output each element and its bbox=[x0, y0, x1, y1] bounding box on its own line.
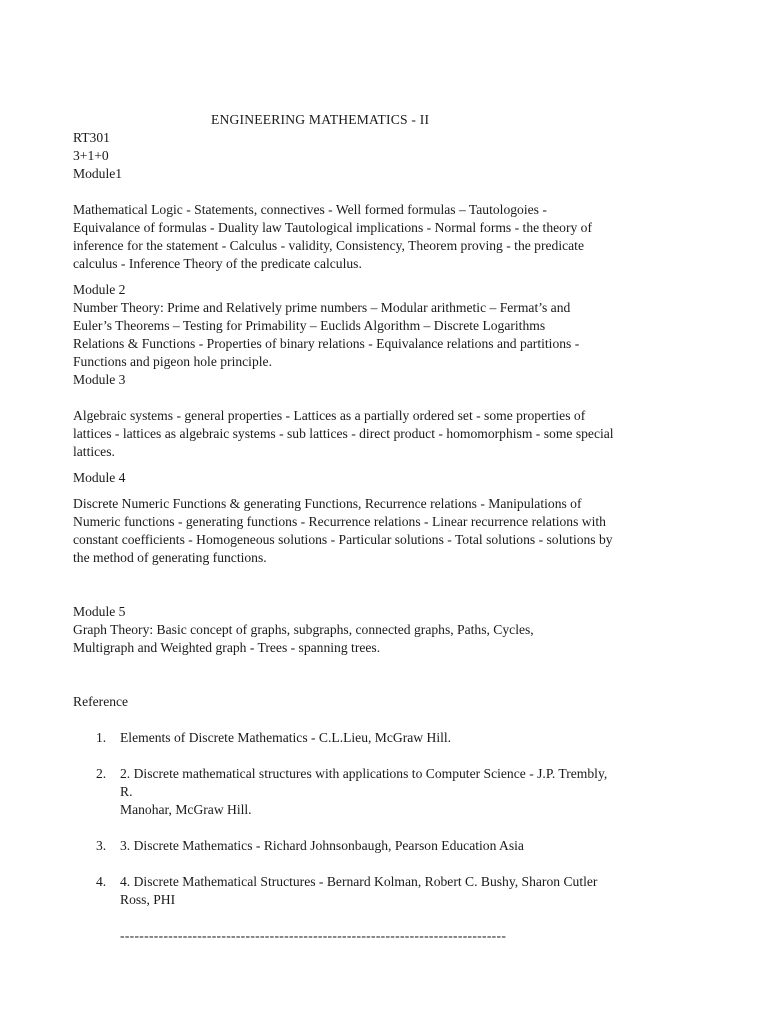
module3-body bbox=[73, 407, 703, 461]
reference-number: 1. bbox=[96, 730, 107, 745]
module4-body bbox=[73, 495, 703, 567]
reference-item bbox=[73, 765, 703, 819]
module1-line: calculus - Inference Theory of the predicate calculus. bbox=[73, 256, 362, 271]
reference-text: 4. Discrete Mathematical Structures - Bernard Kolman, Robert C. Bushy, Sharon Cutler bbox=[120, 874, 598, 889]
module2-line: Relations & Functions - Properties of binary relations - Equivalance relations and partitions - bbox=[73, 336, 580, 351]
module2-line: Number Theory: Prime and Relatively prime numbers – Modular arithmetic – Fermat’s and bbox=[73, 300, 571, 315]
reference-item bbox=[73, 837, 703, 855]
reference-text: 2. Discrete mathematical structures with applications to Computer Science - J.P. Trembly, bbox=[120, 766, 608, 781]
module1-heading: Module1 bbox=[73, 166, 123, 181]
module1-line: Equivalance of formulas - Duality law Tautological implications - Normal forms - the theory of bbox=[73, 220, 592, 235]
reference-item bbox=[73, 729, 703, 747]
module1-line: inference for the statement - Calculus - validity, Consistency, Theorem proving - the predicate bbox=[73, 238, 584, 253]
reference-text: Elements of Discrete Mathematics - C.L.Lieu, McGraw Hill. bbox=[120, 730, 452, 745]
document-title: ENGINEERING MATHEMATICS - II bbox=[211, 112, 430, 127]
course-code: RT301 bbox=[73, 130, 110, 145]
module2-line: Euler’s Theorems – Testing for Primability – Euclids Algorithm – Discrete Logarithms bbox=[73, 318, 546, 333]
module5-line: Multigraph and Weighted graph - Trees - spanning trees. bbox=[73, 640, 381, 655]
module5-heading: Module 5 bbox=[73, 604, 126, 619]
module1-body bbox=[73, 201, 703, 273]
module5-body bbox=[73, 621, 703, 657]
module2-line: Functions and pigeon hole principle. bbox=[73, 354, 272, 369]
reference-text: Manohar, McGraw Hill. bbox=[120, 802, 252, 817]
reference-text: 3. Discrete Mathematics - Richard Johnsonbaugh, Pearson Education Asia bbox=[120, 838, 524, 853]
reference-number: 3. bbox=[96, 838, 107, 853]
reference-number: 4. bbox=[96, 874, 107, 889]
module3-heading: Module 3 bbox=[73, 372, 126, 387]
module3-line: lattices - lattices as algebraic systems - sub lattices - direct product - homomorphism - some special bbox=[73, 426, 614, 441]
module4-line: Numeric functions - generating functions - Recurrence relations - Linear recurrence relations with bbox=[73, 514, 606, 529]
module4-heading: Module 4 bbox=[73, 470, 126, 485]
module3-line: Algebraic systems - general properties - Lattices as a partially ordered set - some properties of bbox=[73, 408, 586, 423]
module1-line: Mathematical Logic - Statements, connectives - Well formed formulas – Tautologoies - bbox=[73, 202, 547, 217]
module4-line: the method of generating functions. bbox=[73, 550, 267, 565]
reference-text: Ross, PHI bbox=[120, 892, 176, 907]
reference-text: R. bbox=[120, 784, 133, 799]
reference-heading: Reference bbox=[73, 694, 129, 709]
reference-number: 2. bbox=[96, 766, 107, 781]
reference-item bbox=[73, 873, 703, 909]
module2-body bbox=[73, 299, 703, 371]
reference-list bbox=[73, 729, 703, 909]
module3-line: lattices. bbox=[73, 444, 115, 459]
document-page bbox=[73, 111, 703, 945]
module4-line: Discrete Numeric Functions & generating Functions, Recurrence relations - Manipulations of bbox=[73, 496, 582, 511]
module2-heading: Module 2 bbox=[73, 282, 126, 297]
module5-line: Graph Theory: Basic concept of graphs, subgraphs, connected graphs, Paths, Cycles, bbox=[73, 622, 534, 637]
module4-line: constant coefficients - Homogeneous solutions - Particular solutions - Total solutions - solutions by bbox=[73, 532, 613, 547]
separator-line: -------------------------------------------------------------------------------- bbox=[120, 928, 507, 943]
course-credits: 3+1+0 bbox=[73, 148, 109, 163]
